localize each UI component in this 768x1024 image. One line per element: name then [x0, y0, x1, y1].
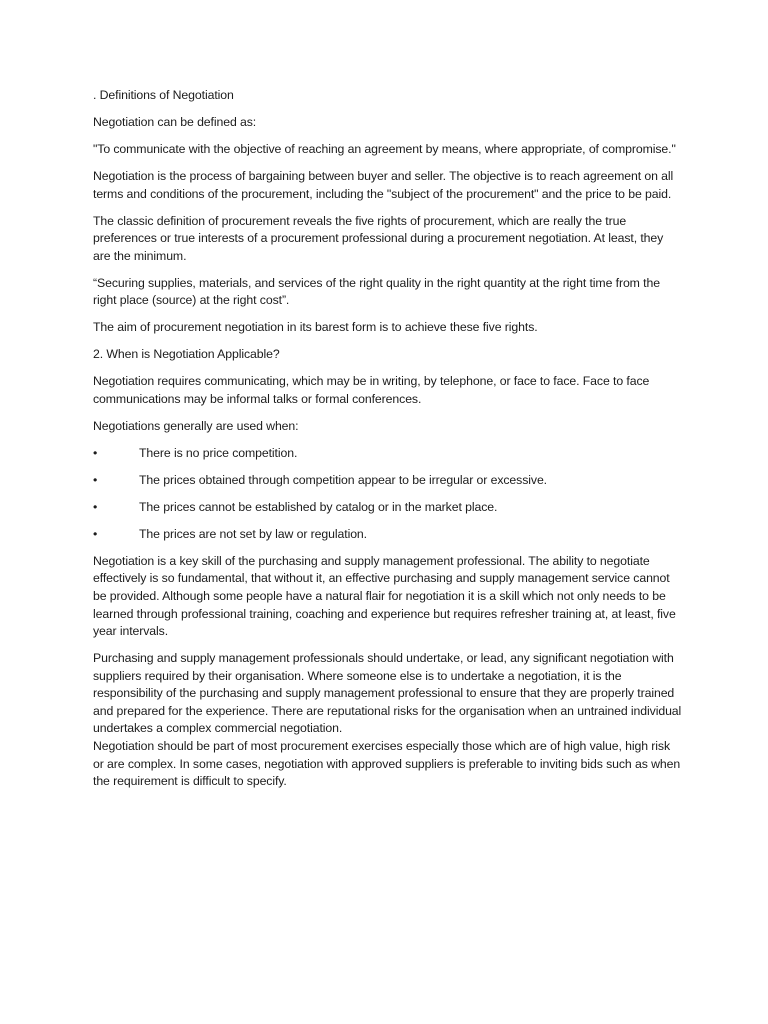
communication-requirements-paragraph: Negotiation requires communicating, which may be in writing, by telephone, or face to face. Face to face communications may be informal talks or formal conferences.: [93, 374, 650, 406]
negotiation-aim-paragraph: The aim of procurement negotiation in its barest form is to achieve these five rights.: [93, 320, 538, 335]
bullet-marker: •: [93, 499, 98, 514]
list-item-text: The prices cannot be established by catalog or in the market place.: [139, 499, 498, 514]
bullet-list: [93, 445, 683, 544]
list-item: [93, 499, 683, 517]
list-item: [93, 472, 683, 490]
list-item-text: The prices are not set by law or regulation.: [139, 526, 367, 541]
definition-intro-paragraph: Negotiation can be defined as:: [93, 114, 257, 129]
procurement-exercises-paragraph: Negotiation should be part of most procurement exercises especially those which are of high value, high risk or are complex. In some cases, negotiation with approved suppliers is preferable to inviting bids such as when the requirement is difficult to specify.: [93, 739, 681, 789]
section-heading-applicable: 2. When is Negotiation Applicable?: [93, 347, 280, 362]
bargaining-process-paragraph: Negotiation is the process of bargaining between buyer and seller. The objective is to reach agreement on all terms and conditions of the procurement, including the "subject of the procurement" and the price to be paid.: [93, 168, 674, 201]
bullet-marker: •: [93, 472, 98, 487]
list-item-text: The prices obtained through competition appear to be irregular or excessive.: [139, 472, 547, 487]
list-item: [93, 526, 683, 544]
list-item-text: There is no price competition.: [139, 445, 298, 460]
bullet-marker: •: [93, 445, 98, 460]
document-body: [93, 87, 683, 800]
list-item: [93, 445, 683, 463]
five-rights-quote-paragraph: “Securing supplies, materials, and services of the right quality in the right quantity at the right time from the right place (source) at the right cost”.: [93, 275, 660, 308]
definition-quote-paragraph: "To communicate with the objective of reaching an agreement by means, where appropriate, of compromise.": [93, 141, 676, 156]
undertake-negotiation-paragraph: Purchasing and supply management professionals should undertake, or lead, any significant negotiation with suppliers required by their organisation. Where someone else is to undertake a negotiation, it is the responsibility of the purchasing and supply management professional to ensure that they are properly trained and prepared for the experience. There are reputational risks for the organisation when an untrained individual undertakes a complex commercial negotiation.: [93, 651, 682, 736]
classic-definition-paragraph: The classic definition of procurement reveals the five rights of procurement, which are really the true preferences or true interests of a procurement professional during a procurement negotiation. At least, they are the minimum.: [93, 213, 664, 263]
used-when-paragraph: Negotiations generally are used when:: [93, 418, 299, 433]
bullet-marker: •: [93, 526, 98, 541]
section-heading-definitions: . Definitions of Negotiation: [93, 88, 234, 102]
key-skill-paragraph: Negotiation is a key skill of the purchasing and supply management professional. The ability to negotiate effectively is so fundamental, that without it, an effective purchasing and supply management service cannot be provided. Although some people have a natural flair for negotiation it is a skill which not only needs to be learned through professional training, coaching and experience but requires refresher training at, at least, five year intervals.: [93, 553, 676, 639]
